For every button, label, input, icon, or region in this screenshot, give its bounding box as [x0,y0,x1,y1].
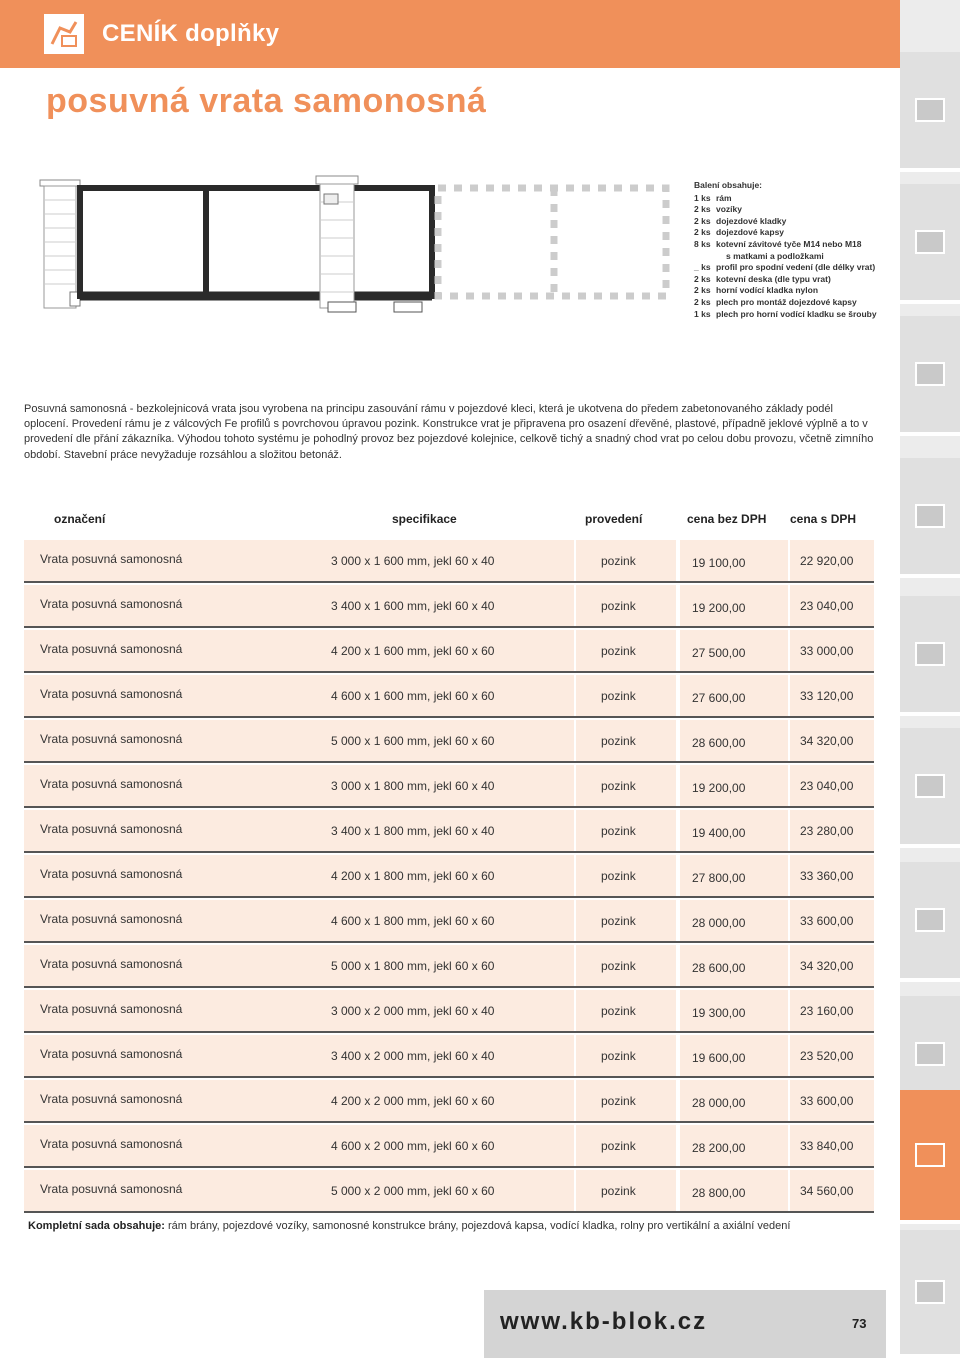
cell-specifikace: 4 600 x 2 000 mm, jekl 60 x 60 [331,1139,495,1153]
cell-cena-bez-dph: 19 400,00 [692,826,746,840]
cell-cena-s-dph: 23 520,00 [800,1049,854,1063]
block-icon [915,908,945,932]
cell-specifikace: 4 600 x 1 800 mm, jekl 60 x 60 [331,914,495,928]
cell-cena-bez-dph: 27 800,00 [692,871,746,885]
gate-illustration [38,172,678,322]
cell-specifikace: 4 200 x 2 000 mm, jekl 60 x 60 [331,1094,495,1108]
cell-specifikace: 4 600 x 1 600 mm, jekl 60 x 60 [331,689,495,703]
table-row [24,988,874,1033]
cell-specifikace: 4 200 x 1 800 mm, jekl 60 x 60 [331,869,495,883]
cell-provedeni: pozink [601,959,636,973]
cell-oznaceni: Vrata posuvná samonosná [40,822,183,836]
cell-cena-s-dph: 33 840,00 [800,1139,854,1153]
contents-qty [694,251,726,263]
cell-oznaceni: Vrata posuvná samonosná [40,912,183,926]
cell-oznaceni: Vrata posuvná samonosná [40,1002,183,1016]
contents-item [694,251,877,263]
contents-text: vozíky [716,204,742,215]
col-header-cena-s-dph: cena s DPH [790,512,857,526]
table-row [24,943,874,988]
cell-provedeni: pozink [601,554,636,568]
sidebar-tile-active[interactable] [900,1090,960,1224]
sidebar-tile[interactable] [900,52,960,172]
cell-cena-bez-dph: 27 600,00 [692,691,746,705]
cell-provedeni: pozink [601,1184,636,1198]
cell-oznaceni: Vrata posuvná samonosná [40,1092,183,1106]
table-row [24,673,874,718]
table-row [24,898,874,943]
bottom-note [28,1220,790,1232]
contents-item [694,262,877,274]
contents-text: rám [716,192,732,203]
cell-specifikace: 5 000 x 1 800 mm, jekl 60 x 60 [331,959,495,973]
bottom-note-label: Kompletní sada obsahuje: [28,1220,165,1232]
cell-provedeni: pozink [601,1139,636,1153]
contents-qty: 8 ks [694,238,711,249]
logo-icon [44,14,84,54]
cell-cena-s-dph: 34 560,00 [800,1184,854,1198]
contents-text: horní vodící kladka nylon [716,285,819,296]
col-header-specifikace: specifikace [392,512,457,526]
cell-oznaceni: Vrata posuvná samonosná [40,1182,183,1196]
cell-specifikace: 4 200 x 1 600 mm, jekl 60 x 60 [331,644,495,658]
cell-cena-s-dph: 23 280,00 [800,824,854,838]
cell-cena-bez-dph: 27 500,00 [692,646,746,660]
block-icon [915,1280,945,1304]
block-icon [915,362,945,386]
cell-provedeni: pozink [601,824,636,838]
cell-cena-bez-dph: 19 200,00 [692,781,746,795]
cell-cena-s-dph: 33 600,00 [800,1094,854,1108]
table-row [24,538,874,583]
sidebar-tile[interactable] [900,596,960,716]
contents-item [694,204,877,216]
contents-item [694,193,877,205]
cell-oznaceni: Vrata posuvná samonosná [40,687,183,701]
cell-specifikace: 3 400 x 1 800 mm, jekl 60 x 40 [331,824,495,838]
contents-item [694,285,877,297]
page-number: 73 [852,1316,867,1331]
contents-item [694,274,877,286]
cell-cena-s-dph: 23 160,00 [800,1004,854,1018]
cell-cena-bez-dph: 28 000,00 [692,916,746,930]
table-row [24,628,874,673]
contents-text: dojezdové kladky [716,215,787,226]
cell-cena-bez-dph: 28 200,00 [692,1141,746,1155]
contents-text: kotevní závitové tyče M14 nebo M18 [716,238,862,249]
cell-provedeni: pozink [601,869,636,883]
cell-cena-s-dph: 33 120,00 [800,689,854,703]
table-row [24,583,874,628]
cell-provedeni: pozink [601,1004,636,1018]
sidebar-tile[interactable] [900,862,960,982]
contents-text: dojezdové kapsy [716,227,785,238]
contents-item [694,227,877,239]
cell-provedeni: pozink [601,644,636,658]
cell-specifikace: 3 000 x 1 600 mm, jekl 60 x 40 [331,554,495,568]
cell-specifikace: 3 000 x 1 800 mm, jekl 60 x 40 [331,779,495,793]
cell-cena-s-dph: 33 600,00 [800,914,854,928]
contents-text: plech pro horní vodící kladku se šrouby [716,308,877,319]
block-icon [915,98,945,122]
cell-provedeni: pozink [601,734,636,748]
table-row [24,718,874,763]
col-header-provedeni: provedení [585,512,643,526]
block-icon [915,504,945,528]
cell-specifikace: 5 000 x 1 600 mm, jekl 60 x 60 [331,734,495,748]
cell-provedeni: pozink [601,689,636,703]
block-icon [915,774,945,798]
contents-qty: _ ks [694,262,711,273]
cell-cena-s-dph: 34 320,00 [800,959,854,973]
cell-cena-bez-dph: 19 600,00 [692,1051,746,1065]
table-row [24,853,874,898]
table-row [24,1123,874,1168]
cell-provedeni: pozink [601,1049,636,1063]
price-table [24,538,874,1213]
contents-qty: 2 ks [694,285,711,296]
contents-qty: 2 ks [694,296,711,307]
footer-url[interactable]: www.kb-blok.cz [500,1308,708,1335]
cell-provedeni: pozink [601,914,636,928]
cell-oznaceni: Vrata posuvná samonosná [40,1137,183,1151]
package-contents-title: Balení obsahuje: [694,180,763,190]
sidebar [900,0,960,1358]
cell-oznaceni: Vrata posuvná samonosná [40,777,183,791]
cell-oznaceni: Vrata posuvná samonosná [40,867,183,881]
cell-cena-bez-dph: 19 300,00 [692,1006,746,1020]
sidebar-tile[interactable] [900,316,960,436]
table-row [24,1168,874,1213]
sidebar-tile[interactable] [900,728,960,848]
cell-cena-bez-dph: 28 800,00 [692,1186,746,1200]
cell-specifikace: 3 000 x 2 000 mm, jekl 60 x 40 [331,1004,495,1018]
cell-cena-s-dph: 22 920,00 [800,554,854,568]
sidebar-tile[interactable] [900,458,960,578]
contents-item [694,297,877,309]
cell-cena-s-dph: 23 040,00 [800,599,854,613]
cell-oznaceni: Vrata posuvná samonosná [40,552,183,566]
cell-specifikace: 3 400 x 2 000 mm, jekl 60 x 40 [331,1049,495,1063]
cell-provedeni: pozink [601,1094,636,1108]
cell-cena-bez-dph: 19 200,00 [692,601,746,615]
cell-cena-s-dph: 33 000,00 [800,644,854,658]
contents-qty: 2 ks [694,227,711,238]
contents-item [694,309,877,321]
col-header-cena-bez-dph: cena bez DPH [687,512,767,526]
cell-cena-bez-dph: 28 600,00 [692,961,746,975]
cell-oznaceni: Vrata posuvná samonosná [40,1047,183,1061]
block-icon [915,642,945,666]
contents-qty: 2 ks [694,273,711,284]
contents-item [694,239,877,251]
contents-item [694,216,877,228]
cell-cena-s-dph: 33 360,00 [800,869,854,883]
cell-provedeni: pozink [601,779,636,793]
bottom-note-text: rám brány, pojezdové vozíky, samonosné konstrukce brány, pojezdová kapsa, vodící kladka, rolny pro vertikální a axiální vedení [164,1220,791,1232]
cell-specifikace: 5 000 x 2 000 mm, jekl 60 x 60 [331,1184,495,1198]
cell-provedeni: pozink [601,599,636,613]
cell-oznaceni: Vrata posuvná samonosná [40,957,183,971]
contents-qty: 1 ks [694,308,711,319]
sidebar-tile[interactable] [900,1230,960,1358]
table-row [24,808,874,853]
cell-oznaceni: Vrata posuvná samonosná [40,642,183,656]
cell-cena-bez-dph: 28 000,00 [692,1096,746,1110]
table-row [24,763,874,808]
contents-qty: 1 ks [694,192,711,203]
block-icon [915,1042,945,1066]
page-title: posuvná vrata samonosná [46,82,487,120]
table-row [24,1078,874,1123]
cell-oznaceni: Vrata posuvná samonosná [40,732,183,746]
block-icon [915,1143,945,1167]
sidebar-tile[interactable] [900,184,960,304]
contents-text: s matkami a podložkami [726,250,824,261]
contents-text: plech pro montáž dojezdové kapsy [716,296,857,307]
table-row [24,1033,874,1078]
package-contents [694,180,877,320]
contents-text: profil pro spodní vedení (dle délky vrat) [716,262,876,273]
contents-qty: 2 ks [694,204,711,215]
product-description: Posuvná samonosná - bezkolejnicová vrata jsou vyrobena na principu zasouvání rámu v pojezdové kleci, která je ukotvena do předem zabetonovaného základy podél oplocení. Provedení rámu je z válcových Fe profilů s povrchovou úpravou pozink. Konstrukce vrat je připravena pro osazení dřevěné, plastové, případně jeklové výplně a to v provedení dle přání zákazníka. Výhodou tohoto systému je pohodlný provoz bez pojezdové kolejnice, celkově tichý a snadný chod vrat po celou dobu provozu, včetně zimního období. Stavební práce nevyžaduje rozsáhlou a složitou betonáž. [24,403,874,461]
cell-cena-bez-dph: 19 100,00 [692,556,746,570]
cell-cena-s-dph: 23 040,00 [800,779,854,793]
contents-qty: 2 ks [694,215,711,226]
block-icon [915,230,945,254]
cell-specifikace: 3 400 x 1 600 mm, jekl 60 x 40 [331,599,495,613]
header-title: CENÍK doplňky [102,20,280,47]
cell-cena-bez-dph: 28 600,00 [692,736,746,750]
col-header-oznaceni: označení [54,512,106,526]
contents-text: kotevní deska (dle typu vrat) [716,273,831,284]
cell-cena-s-dph: 34 320,00 [800,734,854,748]
cell-oznaceni: Vrata posuvná samonosná [40,597,183,611]
